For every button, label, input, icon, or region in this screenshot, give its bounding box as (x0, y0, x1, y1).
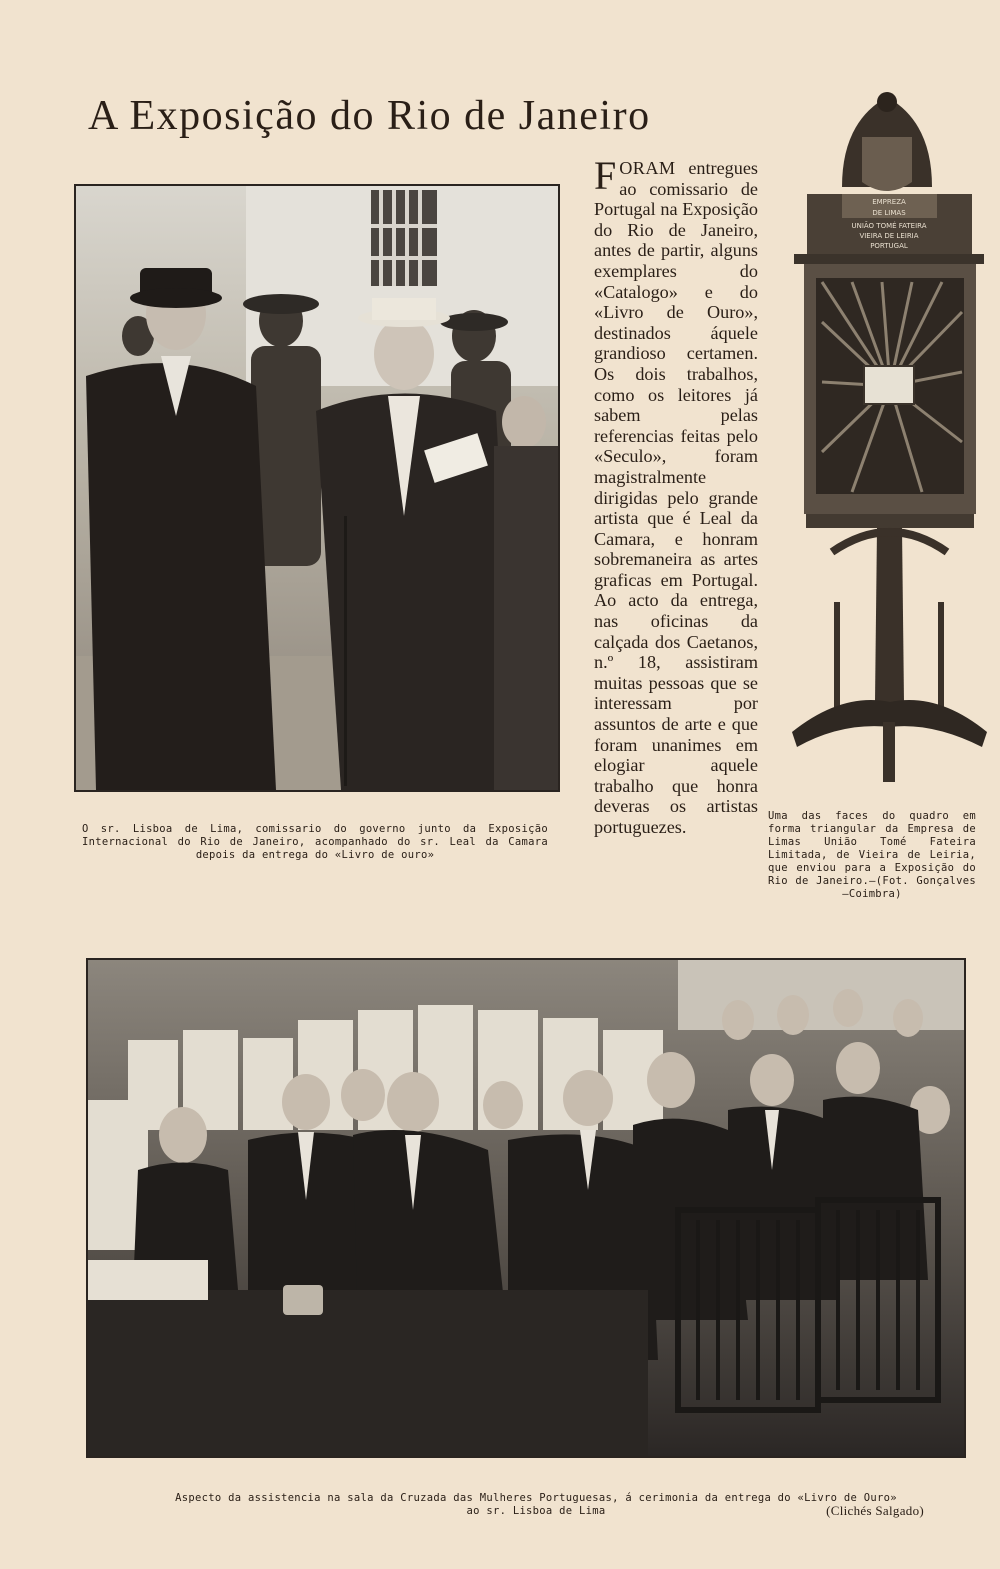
photo-lisboa-de-lima (74, 184, 560, 792)
article-text: entregues ao comissario de Portugal na Exposição do Rio de Janeiro, antes de partir, alguns exemplares do «Catalogo» e do «Livro de Ouro», destinados áquele grandioso certamen. Os dois trabalhos, como os leitores já sabem pelas referencias feitas pelo «Seculo», foram magistralmente dirigidas pelo grande artista que é Leal da Camara, e honram sobremaneira as artes graficas em Portugal. Ao acto da entrega, nas oficinas da calçada dos Caetanos, n.º 18, assistiram muitas pessoas que se interessam por assuntos de arte e que foram unanimes em elogiar aquele trabalho que honra deveras os artistas portuguezes. (594, 158, 758, 837)
article-body (594, 153, 758, 838)
caption-bottom-line-2-row (96, 1505, 976, 1518)
display-case-image (782, 82, 992, 792)
article-lead: ORAM (619, 158, 676, 178)
photo-caption-top-right: Uma das faces do quadro em forma triangular da Empresa de Limas União Tomé Fateira Limitada, de Vieira de Leiria, que enviou para a Exposição do Rio de Janeiro.—(Fot. Gonçalves—Coimbra) (768, 810, 976, 900)
plaque-line-3: UNIÃO TOMÉ FATEIRA (851, 222, 927, 230)
plaque-line-4: VIEIRA DE LEIRIA (859, 232, 919, 240)
photo-caption-bottom (96, 1492, 976, 1518)
photo-caption-top-left: O sr. Lisboa de Lima, comissario do governo junto da Exposição Internacional do Rio de Janeiro, acompanhado do sr. Leal da Camara depois da entrega do «Livro de ouro» (82, 823, 548, 861)
photo-image (76, 186, 558, 790)
plaque-line-2: DE LIMAS (872, 209, 906, 217)
plaque-line-5: PORTUGAL (870, 242, 908, 250)
caption-bottom-line-2: ao sr. Lisboa de Lima (466, 1505, 606, 1517)
plaque-line-1: EMPREZA (872, 198, 906, 206)
photo-display-case (782, 82, 992, 792)
drop-cap: F (594, 153, 617, 198)
caption-bottom-line-1: Aspecto da assistencia na sala da Cruzada das Mulheres Portuguesas, á cerimonia da entrega do «Livro de Ouro» (175, 1492, 897, 1504)
page-title: A Exposição do Rio de Janeiro (88, 93, 651, 139)
assembly-photo-image (88, 960, 964, 1456)
photo-credit: (Clichés Salgado) (826, 1503, 924, 1518)
photo-assembly-room (86, 958, 966, 1458)
